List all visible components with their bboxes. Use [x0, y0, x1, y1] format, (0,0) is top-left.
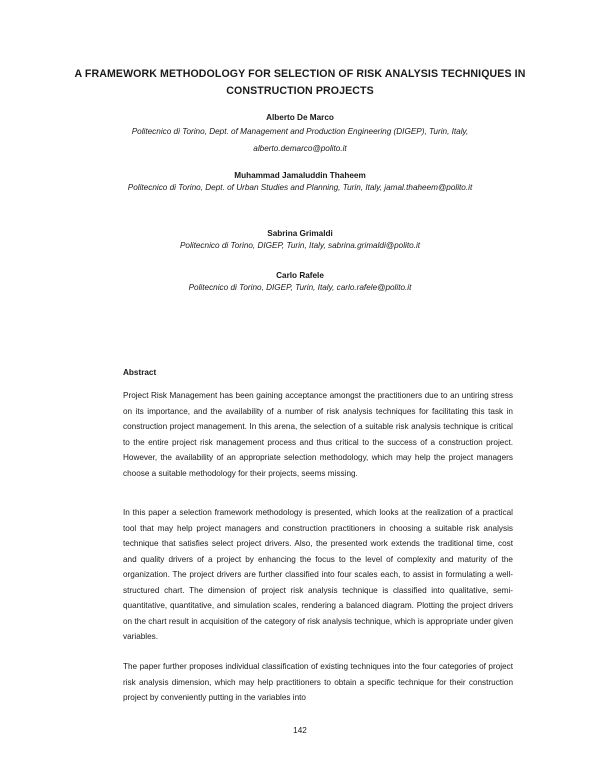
page-number: 142: [293, 726, 307, 735]
author-name: Alberto De Marco: [266, 113, 334, 122]
abstract-paragraph: In this paper a selection framework methodology is presented, which looks at the realization of a practical tool that may help project managers and construction practitioners in choosing a suitable risk analysis technique that satisfies select project drivers. Also, the presented work extends the traditional time, cost and quality drivers of a project by enhancing the focus to the level of complexity and maturity of the organization. The project drivers are further classified into four scales each, to assist in formulating a well-structured chart. The dimension of project risk analysis technique is classified into qualitative, semi-quantitative, quantitative, and simulation scales, rendering a balanced diagram. Plotting the project drivers on the chart result in acquisition of the category of risk analysis technique, which is appropriate under given variables.: [123, 508, 513, 641]
author-name: Carlo Rafele: [276, 271, 324, 280]
paper-title: A FRAMEWORK METHODOLOGY FOR SELECTION OF RISK ANALYSIS TECHNIQUES IN CONSTRUCTION PROJECTS: [74, 68, 526, 97]
author-affiliation: Politecnico di Torino, Dept. of Management and Production Engineering (DIGEP), Turin, Italy, alberto.demarco@polito.it: [131, 127, 469, 153]
author-name: Muhammad Jamaluddin Thaheem: [234, 171, 366, 180]
author-name: Sabrina Grimaldi: [267, 229, 333, 238]
abstract-heading: Abstract: [123, 368, 157, 377]
author-affiliation: Politecnico di Torino, DIGEP, Turin, Italy, sabrina.grimaldi@polito.it: [179, 241, 421, 250]
abstract-paragraph: Project Risk Management has been gaining acceptance amongst the practitioners due to an untiring stress on its importance, and the availability of a number of risk analysis techniques for facilitating this task in construction project management. In this arena, the selection of a suitable risk analysis technique is critical to the entire project risk management process and thus critical to the success of a construction project. However, the availability of an appropriate selection methodology, which may help the project managers choose a suitable methodology for their projects, seems missing.: [123, 391, 513, 478]
author-affiliation: Politecnico di Torino, DIGEP, Turin, Italy, carlo.rafele@polito.it: [188, 283, 412, 292]
author-affiliation: Politecnico di Torino, Dept. of Urban Studies and Planning, Turin, Italy, jamal.thaheem@polito.it: [127, 183, 473, 192]
abstract-paragraph: The paper further proposes individual classification of existing techniques into the four categories of project risk analysis dimension, which may help practitioners to obtain a specific technique for their construction project by conveniently putting in the variables into: [123, 662, 513, 702]
